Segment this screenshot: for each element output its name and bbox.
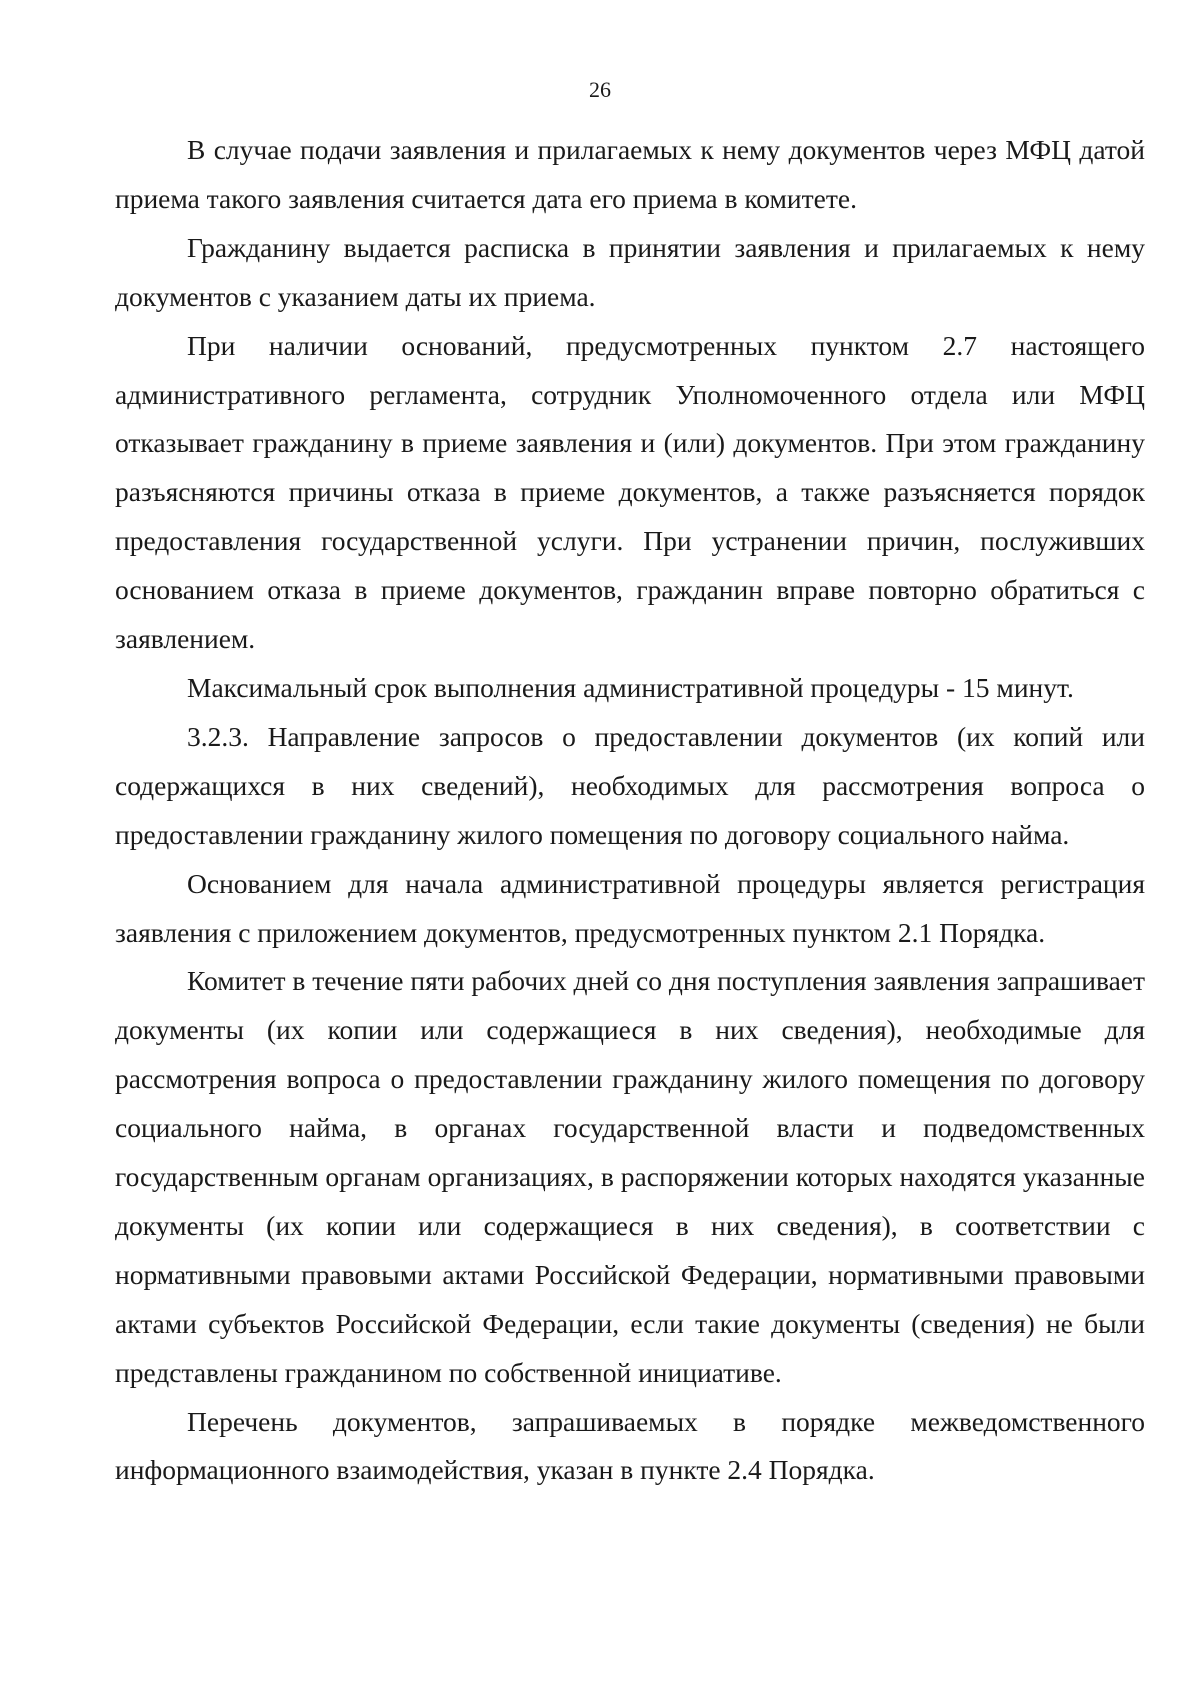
paragraph-committee-requests: Комитет в течение пяти рабочих дней со дня поступления заявления запрашивает документы (их копии или содержащиеся в них сведения), необходимые для рассмотрения вопроса о предоставлении гражданину жилого помещения по договору социального найма, в органах государственной власти и подведомственных государственным органам организациях, в распоряжении которых находятся указанные документы (их копии или содержащиеся в них сведения), в соответствии с нормативными правовыми актами Российской Федерации, нормативными правовыми актами субъектов Российской Федерации, если такие документы (сведения) не были представлены гражданином по собственной инициативе.: [115, 965, 1146, 1388]
paragraph-procedure-basis: Основанием для начала административной процедуры является регистрация заявления с приложением документов, предусмотренных пунктом 2.1 Порядка.: [115, 867, 1145, 948]
paragraph-document-list: Перечень документов, запрашиваемых в порядке межведомственного информационного взаимодействия, указан в пункте 2.4 Порядка.: [115, 1405, 1145, 1486]
document-body: [115, 126, 1145, 1495]
paragraph-receipt: Гражданину выдается расписка в принятии заявления и прилагаемых к нему документов с указанием даты их приема.: [115, 231, 1145, 312]
page-number: 26: [589, 77, 611, 102]
paragraph-refusal: При наличии оснований, предусмотренных пунктом 2.7 настоящего административного регламента, сотрудник Уполномоченного отдела или МФЦ отказывает гражданину в приеме заявления и (или) документов. При этом гражданину разъясняются причины отказа в приеме документов, а также разъясняется порядок предоставления государственной услуги. При устранении причин, послуживших основанием отказа в приеме документов, гражданин вправе повторно обратиться с заявлением.: [115, 329, 1145, 655]
paragraph-mfc-submission: В случае подачи заявления и прилагаемых к нему документов через МФЦ датой приема такого заявления считается дата его приема в комитете.: [115, 134, 1145, 214]
paragraph-max-duration: Максимальный срок выполнения административной процедуры - 15 минут.: [187, 671, 1074, 703]
paragraph-section-3-2-3: 3.2.3. Направление запросов о предоставлении документов (их копий или содержащихся в них сведений), необходимых для рассмотрения вопроса о предоставлении гражданину жилого помещения по договору социального найма.: [115, 720, 1145, 850]
